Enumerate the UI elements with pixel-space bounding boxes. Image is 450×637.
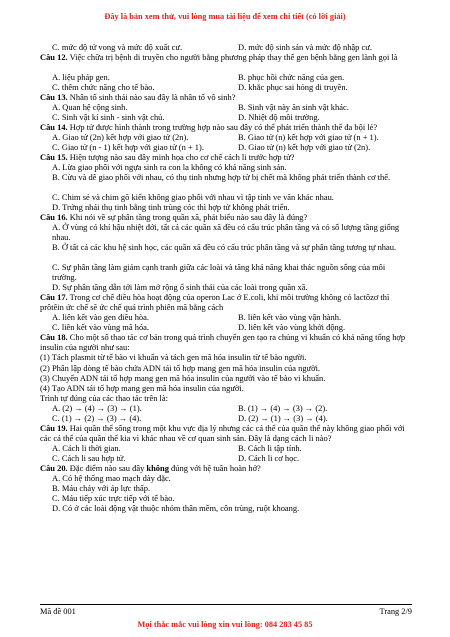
q18-stem-text: Cho một số thao tác cơ bản trong quá trình chuyển gen tạo ra chủng vi khuẩn có khả năng tổng hợp insulin của người như sau: [40,332,406,353]
page-number: Trang 2/9 [379,607,412,616]
q13-option-a: A. Quan hệ cộng sinh. [52,102,128,113]
q16-label: Câu 16. [40,212,68,223]
q18-option-d: D. (2) → (1) → (3) → (4). [238,412,328,423]
q15-option-d: D. Trứng nhái thụ tinh bằng tinh trùng cóc thì hợp tử không phát triển. [52,202,290,213]
q18-prompt: Trình tự đúng của các thao tác trên là: [40,392,168,403]
q18-step: (1) Tách plasmit từ tế bào vi khuẩn và tách gen mã hóa insulin từ tế bào người. [40,352,307,363]
q11-option-c: C. mức độ tử vong và mức độ xuất cư. [52,42,183,52]
q17-option-d: D. liên kết vào vùng khởi động. [238,322,346,333]
q19-option-d: D. Cách li cơ học. [238,452,300,463]
q13-option-c: C. Sinh vật kí sinh - sinh vật chủ. [52,112,165,123]
question-content [40,42,412,513]
q19-stem [40,423,412,443]
q12-stem-text: Việc chữa trị bệnh di truyền cho người bằng phương pháp thay thế gen bệnh bằng gen lành gọi là [67,52,398,63]
q19-options-ab [40,443,412,453]
q15-label: Câu 15. [40,152,68,163]
q17-option-c: C. liên kết vào vùng mã hóa. [52,322,150,333]
preview-banner: Đây là bản xem thử, vui lòng mua tài liệu để xem chi tiết (có lời giải) [104,12,346,21]
q14-option-c: C. Giao tử (n - 1) kết hợp với giao tử (n + 1). [52,142,204,153]
q18-option-c: C. (1) → (2) → (3) → (4). [52,412,142,423]
q15-stem [40,152,412,162]
q18-stem [40,332,412,352]
q16-option-d: D. Sự phân tầng dẫn tới làm mở rộng ổ sinh thái của các loài trong quần xã. [52,282,308,293]
q20-option-b: B. Máu chảy với áp lực thấp. [52,482,151,493]
q13-options-ab [40,102,412,112]
q12-option-c: C. thêm chức năng cho tế bào. [52,82,155,93]
q13-label: Câu 13. [40,92,68,103]
q19-options-cd [40,453,412,463]
q17-stem-text: Trong cơ chế điều hòa hoạt động của operon Lac ở E.coli, khi môi trường không có lactôzơ thì prôtêin ức chế sẽ ức chế quá trình phiên mã bằng cách [40,292,390,313]
page-footer [40,607,412,616]
q15-option-a: A. Lừa giao phối với ngựa sinh ra con la không có khả năng sinh sản. [52,162,287,173]
q11-options-cd [40,42,412,52]
q14-option-b: B. Giao tử (n) kết hợp với giao tử (n + 1). [238,132,379,143]
q18-option-a: A. (2) → (4) → (3) → (1). [52,402,142,413]
q13-stem [40,92,412,102]
q18-step: (3) Chuyển ADN tái tổ hợp mang gen mã hóa insulin của người vào tế bào vi khuẩn. [40,372,326,383]
q13-stem-text: Nhân tố sinh thái nào sau đây là nhân tố vô sinh? [67,92,236,103]
q13-option-d: D. Nhiệt độ môi trường. [238,112,320,123]
q14-options-cd [40,142,412,152]
q18-step: (2) Phân lập dòng tế bào chứa ADN tái tổ hợp mang gen mã hóa insulin của người. [40,362,321,373]
q14-option-d: D. Giao tử (n) kết hợp với giao tử (2n). [238,142,371,153]
exam-code: Mã đề 001 [40,607,76,616]
q20-label: Câu 20. [40,462,68,473]
q17-options-ab [40,312,412,322]
q18-option-b: B. (1) → (4) → (3) → (2). [238,402,328,413]
q14-option-a: A. Giao tử (2n) kết hợp với giao tử (2n). [52,132,189,143]
q18-step: (4) Tạo ADN tái tổ hợp mang gen mã hóa insulin của người. [40,382,244,393]
q16-stem [40,212,412,222]
q12-options-cd [40,82,412,92]
q16-option-b: B. Ở tất cả các khu hệ sinh học, các quần xã đều có cấu trúc phân tầng và sự phân tầng tương tự nhau. [52,242,397,253]
q20-stem-pre: Đặc điểm nào sau đây [67,462,147,473]
q17-stem [40,292,412,312]
q18-options-ab [40,403,412,413]
q14-stem-text: Hợp tử được hình thành trong trường hợp nào sau đây có thể phát triển thành thể đa bội lẻ? [67,122,378,133]
q12-option-d: D. khắc phục sai hỏng di truyền. [238,82,348,93]
q12-option-a: A. liệu pháp gen. [52,72,110,83]
contact-banner: Mọi thắc mắc vui lòng xin vui lòng: 084 283 45 85 [137,620,313,629]
footer-divider [40,604,412,605]
q12-label: Câu 12. [40,52,68,63]
q20-option-d: D. Có ở các loài động vật thuộc nhóm thân mềm, côn trùng, ruột khoang. [52,502,300,513]
q16-stem-text: Khi nói về sự phân tầng trong quần xã, phát biểu nào sau đây là đúng? [67,212,308,223]
q20-stem-post: đúng với hệ tuần hoàn hở? [168,462,261,473]
q17-label: Câu 17. [40,292,68,303]
q17-options-cd [40,322,412,332]
q11-option-d: D. mức độ sinh sản và mức độ nhập cư. [238,42,372,52]
q12-options-ab [40,72,412,82]
q20-option-c: C. Máu tiếp xúc trực tiếp với tế bào. [52,492,175,503]
q13-option-b: B. Sinh vật này ăn sinh vật khác. [238,102,349,113]
q14-options-ab [40,132,412,142]
q19-label: Câu 19. [40,422,68,433]
q12-stem [40,52,412,72]
q20-stem-emphasis: không [146,462,169,473]
q15-stem-text: Hiện tượng nào sau đây minh họa cho cơ chế cách li trước hợp tử? [67,152,295,163]
q20-option-a: A. Có hệ thống mao mạch dày đặc. [52,472,171,483]
q18-options-cd [40,413,412,423]
q13-options-cd [40,112,412,122]
q19-stem-text: Hai quần thể sống trong một khu vực địa lý nhưng các cá thể của quần thể này không giao phối với các cá thể của quần thể kia vì khác nhau về cơ quan sinh sản. Đây là dạng cách li nào? [40,422,405,443]
q15-option-b: B. Cừu và dê giao phối với nhau, có thụ tinh nhưng hợp tử bị chết mà không phát triển thành cơ thể. [52,172,391,183]
q14-stem [40,122,412,132]
q18-label: Câu 18. [40,332,68,343]
q19-option-c: C. Cách li sau hợp tử. [52,452,126,463]
q16-option-a: A. Ở vùng có khí hậu nhiệt đới, tất cả các quần xã đều có cấu trúc phân tầng và có số lượng tầng giống nhau. [52,222,400,243]
q20-stem [40,463,412,473]
q15-option-c: C. Chim sẻ và chim gõ kiến không giao phối với nhau vì tập tính ve vãn khác nhau. [52,192,334,203]
q17-option-b: B. liên kết vào vùng vận hành. [238,312,342,323]
q14-label: Câu 14. [40,122,68,133]
q16-option-c: C. Sự phân tầng làm giảm cạnh tranh giữa các loài và tăng khả năng khai thác nguồn sống của môi trường. [52,262,386,283]
q17-option-a: A. liên kết vào gen điều hòa. [52,312,150,323]
q12-option-b: B. phục hồi chức năng của gen. [238,72,345,83]
q19-option-b: B. Cách li tập tính. [238,442,302,453]
q19-option-a: A. Cách li thời gian. [52,442,121,453]
